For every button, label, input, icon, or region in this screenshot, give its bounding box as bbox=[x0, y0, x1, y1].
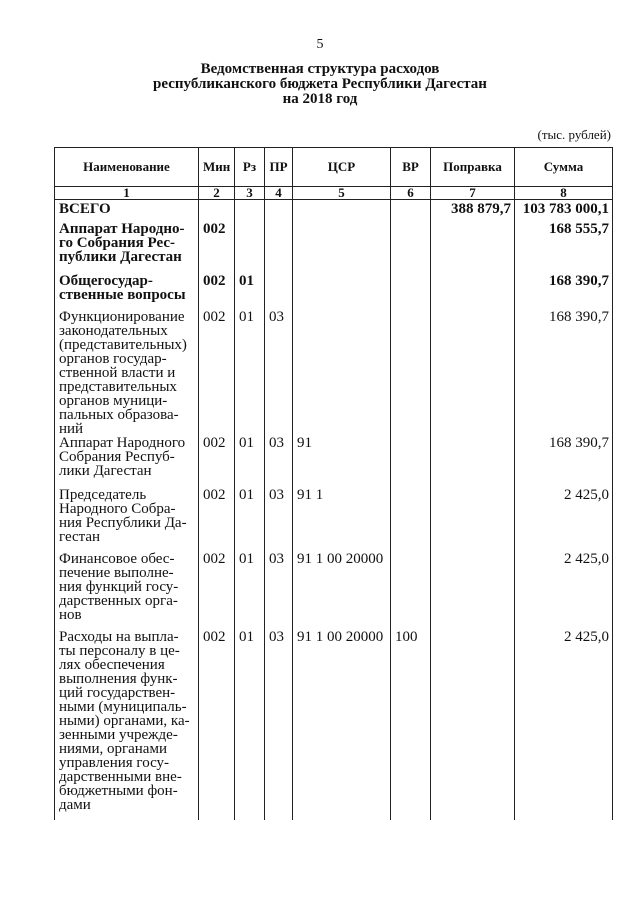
row-vr bbox=[391, 488, 431, 552]
row-csr: 91 1 00 20000 bbox=[293, 630, 391, 820]
row-rz: 01 bbox=[235, 488, 265, 552]
col-number: 1 bbox=[55, 187, 199, 200]
row-popravka bbox=[431, 488, 515, 552]
row-summa: 168 390,7 bbox=[515, 310, 613, 436]
row-popravka bbox=[431, 630, 515, 820]
header-summa: Сумма bbox=[515, 148, 613, 187]
col-number: 7 bbox=[431, 187, 515, 200]
row-name: Финансовое обес-печение выполне-ния функций госу-дарственных орга-нов bbox=[55, 552, 199, 630]
row-pr: 03 bbox=[265, 488, 293, 552]
row-summa: 168 390,7 bbox=[515, 436, 613, 488]
row-name: Аппарат Народного Собрания Респуб-лики Дагестан bbox=[55, 436, 199, 488]
table-row bbox=[55, 274, 613, 310]
row-popravka bbox=[431, 552, 515, 630]
row-popravka bbox=[431, 436, 515, 488]
col-number: 5 bbox=[293, 187, 391, 200]
row-vr bbox=[391, 552, 431, 630]
row-pr bbox=[265, 222, 293, 274]
row-rz: 01 bbox=[235, 310, 265, 436]
row-name: Председатель Народного Собра-ния Республики Да-гестан bbox=[55, 488, 199, 552]
header-pr: ПР bbox=[265, 148, 293, 187]
row-pr: 03 bbox=[265, 552, 293, 630]
row-vr: 100 bbox=[391, 630, 431, 820]
row-pr: 03 bbox=[265, 630, 293, 820]
header-name: Наименование bbox=[55, 148, 199, 187]
row-vr bbox=[391, 310, 431, 436]
row-vr bbox=[391, 200, 431, 223]
row-csr: 91 1 00 20000 bbox=[293, 552, 391, 630]
col-number: 3 bbox=[235, 187, 265, 200]
col-number: 6 bbox=[391, 187, 431, 200]
row-csr bbox=[293, 222, 391, 274]
row-min: 002 bbox=[199, 310, 235, 436]
row-rz: 01 bbox=[235, 552, 265, 630]
document-title bbox=[0, 62, 640, 107]
row-popravka bbox=[431, 274, 515, 310]
row-rz bbox=[235, 200, 265, 223]
row-min: 002 bbox=[199, 274, 235, 310]
table-row bbox=[55, 552, 613, 630]
page-number: 5 bbox=[316, 37, 324, 52]
column-number-row bbox=[55, 187, 613, 200]
row-name: ВСЕГО bbox=[55, 200, 199, 223]
row-summa: 168 555,7 bbox=[515, 222, 613, 274]
header-vr: ВР bbox=[391, 148, 431, 187]
row-popravka bbox=[431, 310, 515, 436]
title-line-3: на 2018 год bbox=[282, 91, 358, 107]
row-pr: 03 bbox=[265, 310, 293, 436]
row-summa: 2 425,0 bbox=[515, 552, 613, 630]
header-csr: ЦСР bbox=[293, 148, 391, 187]
row-pr bbox=[265, 274, 293, 310]
title-line-2: республиканского бюджета Республики Дагестан bbox=[153, 76, 487, 92]
table-row bbox=[55, 630, 613, 820]
row-pr bbox=[265, 200, 293, 223]
col-number: 8 bbox=[515, 187, 613, 200]
title-line-1: Ведомственная структура расходов bbox=[200, 61, 440, 77]
row-rz: 01 bbox=[235, 630, 265, 820]
row-min: 002 bbox=[199, 488, 235, 552]
row-name: Функционирование законодательных (представительных) органов государ-ственной власти и представительных органов муници-пальных образова-ний bbox=[55, 310, 199, 436]
row-min: 002 bbox=[199, 630, 235, 820]
row-csr bbox=[293, 274, 391, 310]
table-row bbox=[55, 436, 613, 488]
table-row bbox=[55, 310, 613, 436]
row-csr: 91 1 bbox=[293, 488, 391, 552]
expenditure-table bbox=[54, 147, 612, 820]
row-summa: 103 783 000,1 bbox=[515, 200, 613, 223]
row-name: Расходы на выпла-ты персоналу в це-лях обеспечения выполнения функ-ций государствен-ными (муниципаль-ными) органами, ка-зенными учрежде-ниями, органами управления госу-дарственными вне-бюджетными фон-дами bbox=[55, 630, 199, 820]
row-csr bbox=[293, 200, 391, 223]
row-summa: 2 425,0 bbox=[515, 488, 613, 552]
header-popravka: Поправка bbox=[431, 148, 515, 187]
table-row bbox=[55, 488, 613, 552]
row-name: Общегосудар-ственные вопросы bbox=[55, 274, 199, 310]
row-rz bbox=[235, 222, 265, 274]
row-csr: 91 bbox=[293, 436, 391, 488]
header-rz: Рз bbox=[235, 148, 265, 187]
row-rz: 01 bbox=[235, 436, 265, 488]
row-min bbox=[199, 200, 235, 223]
table-row-total bbox=[55, 200, 613, 223]
row-csr bbox=[293, 310, 391, 436]
units-label: (тыс. рублей) bbox=[537, 127, 611, 142]
row-summa: 2 425,0 bbox=[515, 630, 613, 820]
row-summa: 168 390,7 bbox=[515, 274, 613, 310]
row-vr bbox=[391, 222, 431, 274]
row-popravka: 388 879,7 bbox=[431, 200, 515, 223]
row-min: 002 bbox=[199, 436, 235, 488]
row-vr bbox=[391, 274, 431, 310]
col-number: 2 bbox=[199, 187, 235, 200]
header-min: Мин bbox=[199, 148, 235, 187]
row-rz: 01 bbox=[235, 274, 265, 310]
row-pr: 03 bbox=[265, 436, 293, 488]
table-header-row bbox=[55, 148, 613, 187]
row-min: 002 bbox=[199, 222, 235, 274]
row-name: Аппарат Народно-го Собрания Рес-публики Дагестан bbox=[55, 222, 199, 274]
table-row bbox=[55, 222, 613, 274]
row-min: 002 bbox=[199, 552, 235, 630]
row-popravka bbox=[431, 222, 515, 274]
col-number: 4 bbox=[265, 187, 293, 200]
row-vr bbox=[391, 436, 431, 488]
